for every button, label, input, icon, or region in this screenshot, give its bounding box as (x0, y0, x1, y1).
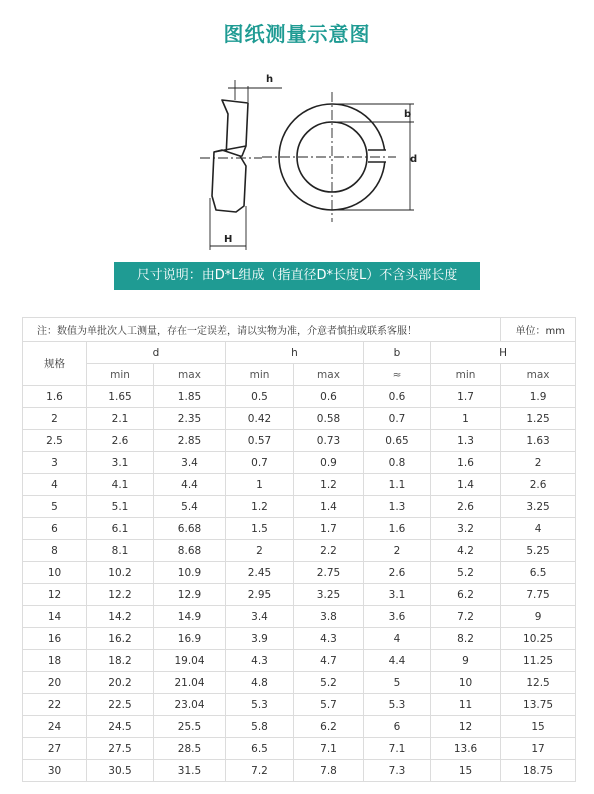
dim-label-H: H (224, 234, 233, 245)
value-cell: 23.04 (154, 694, 226, 716)
value-cell: 0.42 (226, 408, 294, 430)
value-cell: 4.4 (364, 650, 431, 672)
table-row (23, 694, 576, 716)
value-cell: 3.1 (87, 452, 154, 474)
value-cell: 5.2 (294, 672, 364, 694)
value-cell: 21.04 (154, 672, 226, 694)
spec-cell: 14 (23, 606, 87, 628)
value-cell: 22.5 (87, 694, 154, 716)
value-cell: 12.5 (501, 672, 576, 694)
value-cell: 4.3 (226, 650, 294, 672)
value-cell: 7.8 (294, 760, 364, 782)
table-row (23, 540, 576, 562)
value-cell: 19.04 (154, 650, 226, 672)
value-cell: 20.2 (87, 672, 154, 694)
value-cell: 14.9 (154, 606, 226, 628)
value-cell: 3.4 (154, 452, 226, 474)
spec-cell: 6 (23, 518, 87, 540)
value-cell: 7.75 (501, 584, 576, 606)
value-cell: 0.5 (226, 386, 294, 408)
spec-cell: 27 (23, 738, 87, 760)
value-cell: 0.7 (364, 408, 431, 430)
value-cell: 1.2 (226, 496, 294, 518)
value-cell: 13.75 (501, 694, 576, 716)
value-cell: 17 (501, 738, 576, 760)
table-note: 注：数值为单批次人工测量，存在一定误差，请以实物为准，介意者慎拍或联系客服！ (23, 318, 501, 342)
value-cell: 0.9 (294, 452, 364, 474)
table-row (23, 650, 576, 672)
value-cell: 6.2 (431, 584, 501, 606)
value-cell: 0.6 (364, 386, 431, 408)
value-cell: 1.6 (364, 518, 431, 540)
spec-cell: 3 (23, 452, 87, 474)
value-cell: 1.5 (226, 518, 294, 540)
spec-cell: 22 (23, 694, 87, 716)
spec-cell: 16 (23, 628, 87, 650)
table-header-row (23, 342, 576, 364)
table-unit: 单位：mm (501, 318, 576, 342)
spec-cell: 10 (23, 562, 87, 584)
dim-label-b: b (404, 109, 412, 120)
value-cell: 11 (431, 694, 501, 716)
value-cell: 3.2 (431, 518, 501, 540)
value-cell: 3.25 (294, 584, 364, 606)
table-row (23, 716, 576, 738)
table-row (23, 518, 576, 540)
spec-cell: 2.5 (23, 430, 87, 452)
spec-cell: 12 (23, 584, 87, 606)
table-row (23, 562, 576, 584)
header-spec: 规格 (23, 342, 87, 386)
value-cell: 3.25 (501, 496, 576, 518)
value-cell: 1.25 (501, 408, 576, 430)
table-note-row (23, 318, 576, 342)
value-cell: 5.7 (294, 694, 364, 716)
value-cell: 1.65 (87, 386, 154, 408)
table-row (23, 430, 576, 452)
value-cell: 1.2 (294, 474, 364, 496)
table-row (23, 628, 576, 650)
spec-cell: 20 (23, 672, 87, 694)
value-cell: 28.5 (154, 738, 226, 760)
value-cell: 15 (431, 760, 501, 782)
value-cell: 4 (501, 518, 576, 540)
value-cell: 7.1 (364, 738, 431, 760)
spec-cell: 4 (23, 474, 87, 496)
value-cell: 1.6 (431, 452, 501, 474)
value-cell: 5.1 (87, 496, 154, 518)
value-cell: 1.1 (364, 474, 431, 496)
header-h: h (226, 342, 364, 364)
value-cell: 5.8 (226, 716, 294, 738)
table-row (23, 760, 576, 782)
value-cell: 8.68 (154, 540, 226, 562)
value-cell: 4.7 (294, 650, 364, 672)
subheader-h-max: max (294, 364, 364, 386)
spec-cell: 2 (23, 408, 87, 430)
value-cell: 12.9 (154, 584, 226, 606)
value-cell: 10.25 (501, 628, 576, 650)
value-cell: 6.68 (154, 518, 226, 540)
value-cell: 0.73 (294, 430, 364, 452)
value-cell: 31.5 (154, 760, 226, 782)
value-cell: 9 (501, 606, 576, 628)
dim-label-d: d (410, 154, 418, 165)
value-cell: 3.1 (364, 584, 431, 606)
value-cell: 14.2 (87, 606, 154, 628)
value-cell: 13.6 (431, 738, 501, 760)
value-cell: 1.9 (501, 386, 576, 408)
value-cell: 1.3 (364, 496, 431, 518)
value-cell: 3.6 (364, 606, 431, 628)
value-cell: 1.85 (154, 386, 226, 408)
value-cell: 9 (431, 650, 501, 672)
spec-cell: 18 (23, 650, 87, 672)
value-cell: 5.4 (154, 496, 226, 518)
value-cell: 0.6 (294, 386, 364, 408)
value-cell: 8.2 (431, 628, 501, 650)
page-title: 图纸测量示意图 (223, 22, 371, 46)
value-cell: 0.8 (364, 452, 431, 474)
table-row (23, 474, 576, 496)
value-cell: 10.9 (154, 562, 226, 584)
value-cell: 6.1 (87, 518, 154, 540)
value-cell: 7.1 (294, 738, 364, 760)
value-cell: 1.4 (431, 474, 501, 496)
value-cell: 4.1 (87, 474, 154, 496)
subheader-d-min: min (87, 364, 154, 386)
value-cell: 7.2 (431, 606, 501, 628)
subheader-H-max: max (501, 364, 576, 386)
value-cell: 4.4 (154, 474, 226, 496)
spec-table (22, 317, 576, 782)
value-cell: 27.5 (87, 738, 154, 760)
spec-cell: 24 (23, 716, 87, 738)
value-cell: 6.5 (226, 738, 294, 760)
value-cell: 2.1 (87, 408, 154, 430)
spec-cell: 1.6 (23, 386, 87, 408)
spec-cell: 5 (23, 496, 87, 518)
value-cell: 5.2 (431, 562, 501, 584)
value-cell: 5.3 (226, 694, 294, 716)
value-cell: 16.2 (87, 628, 154, 650)
value-cell: 5.25 (501, 540, 576, 562)
table-row (23, 408, 576, 430)
dim-label-h: h (266, 74, 274, 85)
value-cell: 2.35 (154, 408, 226, 430)
value-cell: 2.6 (501, 474, 576, 496)
value-cell: 18.2 (87, 650, 154, 672)
value-cell: 7.3 (364, 760, 431, 782)
value-cell: 4.2 (431, 540, 501, 562)
value-cell: 1.7 (294, 518, 364, 540)
value-cell: 3.9 (226, 628, 294, 650)
spring-washer-diagram (0, 0, 594, 260)
table-subheader-row (23, 364, 576, 386)
subheader-d-max: max (154, 364, 226, 386)
value-cell: 0.7 (226, 452, 294, 474)
header-d: d (87, 342, 226, 364)
value-cell: 10 (431, 672, 501, 694)
value-cell: 0.57 (226, 430, 294, 452)
value-cell: 7.2 (226, 760, 294, 782)
table-row (23, 584, 576, 606)
value-cell: 2.45 (226, 562, 294, 584)
value-cell: 1.63 (501, 430, 576, 452)
table-row (23, 606, 576, 628)
value-cell: 18.75 (501, 760, 576, 782)
value-cell: 3.8 (294, 606, 364, 628)
value-cell: 4 (364, 628, 431, 650)
subheader-b-approx: ≈ (364, 364, 431, 386)
value-cell: 6.5 (501, 562, 576, 584)
table-row (23, 496, 576, 518)
value-cell: 2.6 (431, 496, 501, 518)
value-cell: 12 (431, 716, 501, 738)
table-row (23, 386, 576, 408)
value-cell: 1.3 (431, 430, 501, 452)
value-cell: 2.95 (226, 584, 294, 606)
table-row (23, 452, 576, 474)
spec-cell: 30 (23, 760, 87, 782)
value-cell: 2 (226, 540, 294, 562)
value-cell: 24.5 (87, 716, 154, 738)
value-cell: 2.2 (294, 540, 364, 562)
value-cell: 8.1 (87, 540, 154, 562)
value-cell: 3.4 (226, 606, 294, 628)
value-cell: 2.85 (154, 430, 226, 452)
value-cell: 1 (226, 474, 294, 496)
spec-cell: 8 (23, 540, 87, 562)
value-cell: 12.2 (87, 584, 154, 606)
value-cell: 10.2 (87, 562, 154, 584)
table-row (23, 672, 576, 694)
value-cell: 16.9 (154, 628, 226, 650)
value-cell: 1 (431, 408, 501, 430)
subheader-H-min: min (431, 364, 501, 386)
value-cell: 6 (364, 716, 431, 738)
dimension-note-banner: 尺寸说明：由D*L组成（指直径D*长度L）不含头部长度 (114, 262, 480, 290)
value-cell: 11.25 (501, 650, 576, 672)
table-row (23, 738, 576, 760)
washer-side-view (212, 100, 248, 212)
value-cell: 1.4 (294, 496, 364, 518)
value-cell: 5 (364, 672, 431, 694)
subheader-h-min: min (226, 364, 294, 386)
value-cell: 4.8 (226, 672, 294, 694)
value-cell: 15 (501, 716, 576, 738)
value-cell: 2 (364, 540, 431, 562)
header-b: b (364, 342, 431, 364)
value-cell: 4.3 (294, 628, 364, 650)
value-cell: 5.3 (364, 694, 431, 716)
header-H: H (431, 342, 576, 364)
value-cell: 1.7 (431, 386, 501, 408)
value-cell: 2.75 (294, 562, 364, 584)
value-cell: 0.58 (294, 408, 364, 430)
value-cell: 6.2 (294, 716, 364, 738)
value-cell: 0.65 (364, 430, 431, 452)
value-cell: 2.6 (87, 430, 154, 452)
value-cell: 2.6 (364, 562, 431, 584)
value-cell: 2 (501, 452, 576, 474)
value-cell: 25.5 (154, 716, 226, 738)
value-cell: 30.5 (87, 760, 154, 782)
